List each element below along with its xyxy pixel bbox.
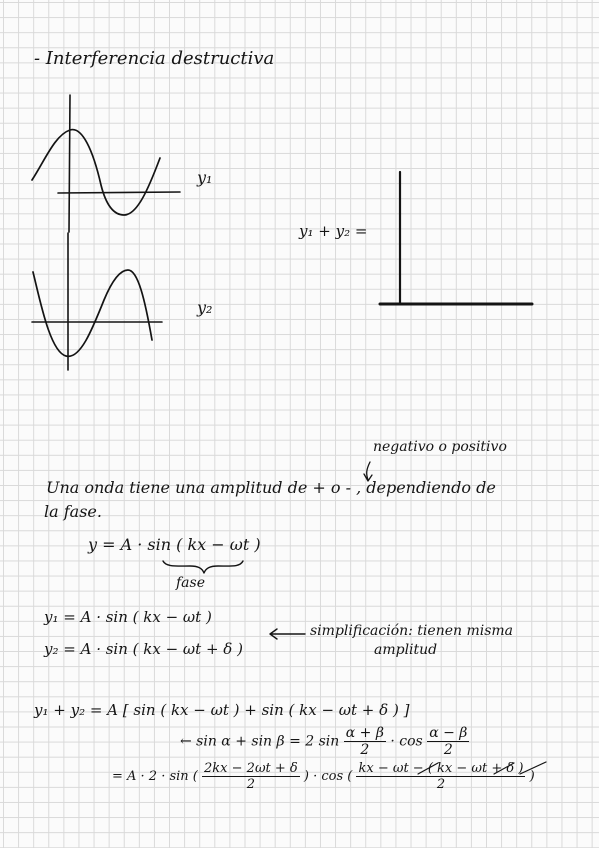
final-fraction-2 [356, 762, 525, 791]
plot1-x-axis [58, 192, 180, 193]
final-f2-numerator: kx − ωt − ( kx − ωt + δ ) [358, 761, 524, 776]
final-lead: = A · 2 · sin ( [112, 769, 198, 784]
label-sum: y₁ + y₂ = [299, 222, 368, 240]
simplification-line-1: simplificación: tienen misma [310, 623, 514, 639]
plot2-wave [33, 270, 152, 356]
fase-brace [163, 561, 243, 573]
identity-mid: · cos [390, 733, 423, 750]
paragraph-line-2: la fase. [44, 502, 102, 521]
page-heading: - Interferencia destructiva [34, 48, 275, 69]
simplification-line-2: amplitud [374, 642, 438, 658]
final-f2-denominator: 2 [436, 777, 446, 792]
label-y2: y₂ [197, 298, 213, 317]
paragraph-line-1: Una onda tiene una amplitud de + o - , dependiendo de [46, 478, 496, 497]
final-f1-numerator: 2kx − 2ωt + δ [204, 761, 298, 776]
identity-f2-denominator: 2 [443, 742, 453, 758]
plot1-wave [32, 130, 160, 215]
identity-f2-numerator: α − β [429, 725, 468, 741]
plot1-y-axis [69, 95, 70, 232]
y2-equation: y₂ = A · sin ( kx − ωt + δ ) [44, 640, 243, 658]
wave-equation: y = A · sin ( kx − ωt ) [88, 535, 261, 554]
label-y1: y₁ [197, 168, 213, 187]
final-tail: ) [529, 769, 535, 784]
identity-equation [180, 726, 469, 757]
note-sign: negativo o positivo [373, 439, 507, 455]
y1-equation: y₁ = A · sin ( kx − ωt ) [44, 608, 212, 626]
identity-lhs: ← sin α + sin β = 2 sin [180, 733, 340, 750]
fase-label: fase [176, 575, 205, 591]
identity-f1-numerator: α + β [345, 725, 384, 741]
sum-equation: y₁ + y₂ = A [ sin ( kx − ωt ) + sin ( kx − ωt + δ ) ] [34, 701, 410, 719]
simplification-arrow [270, 629, 305, 639]
identity-fraction-2 [427, 726, 469, 757]
final-fraction-1 [202, 762, 300, 791]
final-f1-denominator: 2 [246, 777, 256, 792]
identity-f1-denominator: 2 [360, 742, 370, 758]
identity-fraction-1 [344, 726, 386, 757]
final-equation [112, 762, 535, 791]
final-mid: ) · cos ( [303, 769, 353, 784]
